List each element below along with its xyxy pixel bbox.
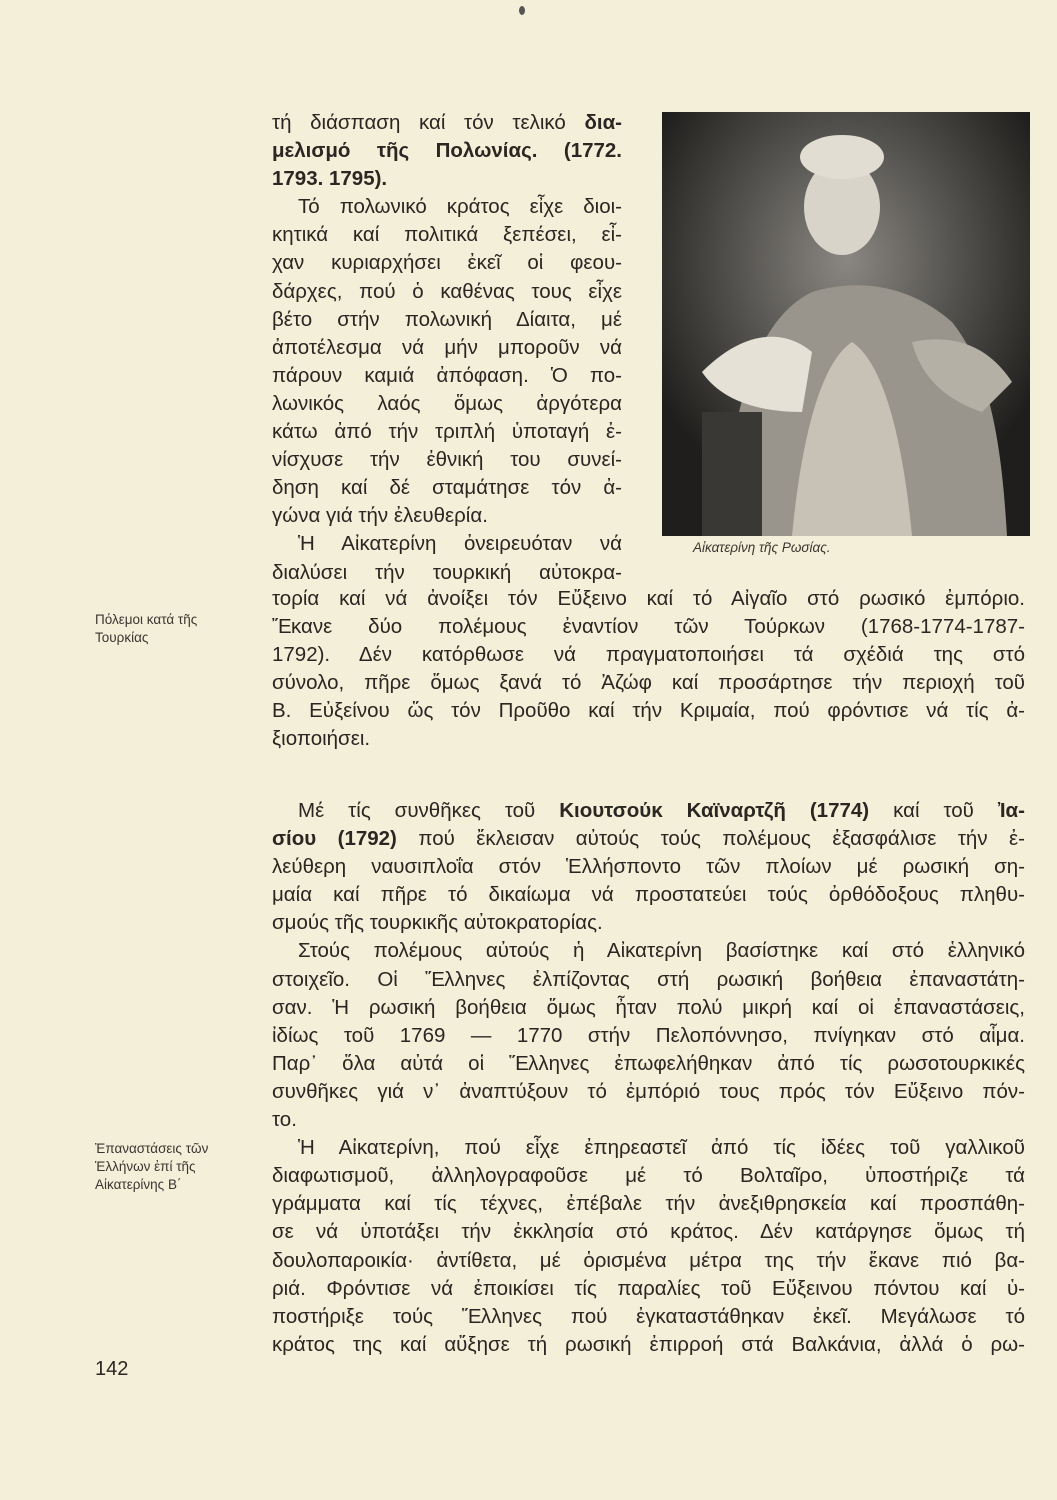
text-line [272,797,1025,825]
text-run: ἀποτέλεσμα νά μήν μποροῦν νά [272,335,622,359]
text-line [272,1190,1025,1218]
text-line [272,1331,1025,1359]
text-run: συνθῆκες γιά ν᾽ ἀναπτύξουν τό ἐμπόριό τους πρός τόν Εὔξεινο πόν- [272,1079,1025,1103]
text-line [272,585,1025,613]
text-run: Ἔκανε δύο πολέμους ἐναντίον τῶν Τούρκων (1768-1774-1787- [272,615,1025,639]
top-text-column [272,109,622,587]
bold-text: Κιουτσούκ Καϊναρτζῆ (1774) [559,799,870,822]
text-run: καί τοῦ [869,799,998,822]
text-run: ἰδίως τοῦ 1769 — 1770 στήν Πελοπόννησο, πνίγηκαν στό αἷμα. [272,1023,1025,1047]
text-run: Ἡ Αἰκατερίνη ὀνειρευόταν νά [298,532,622,556]
bottom-text-column [272,797,1025,1359]
text-line [272,418,622,446]
text-line [272,641,1025,669]
text-line [272,559,622,587]
text-line [272,390,622,418]
text-run: χαν κυριαρχήσει ἐκεῖ οἱ φεου- [272,251,622,275]
text-line [272,165,622,193]
text-run: πού ἔκλεισαν αὐτούς τούς πολέμους ἐξασφάλισε τήν ἐ- [396,827,1025,851]
text-run: ριά. Φρόντισε νά ἐποικίσει τίς παραλίες τοῦ Εὔξεινου πόντου καί ὑ- [272,1276,1025,1300]
text-line [272,1275,1025,1303]
wide-text-block [272,585,1025,754]
text-line [272,937,1025,965]
text-line [272,221,622,249]
bold-text: 1793. 1795). [272,167,388,191]
text-line [272,1134,1025,1162]
text-run: λεύθερη ναυσιπλοΐα στόν Ἑλλήσποντο τῶν πλοίων μέ ρωσική ση- [272,855,1025,879]
text-run: δουλοπαροικία· ἀντίθετα, μέ ὁρισμένα μέτρα της τήν ἔκανε πιό βα- [272,1248,1025,1272]
text-run: διαλύσει τήν τουρκική αὐτοκρα- [272,560,622,584]
text-line [272,1218,1025,1246]
text-run: Β. Εὐξείνου ὥς τόν Προῦθο καί τήν Κριμαία, πού φρόντισε νά τίς ἀ- [272,699,1025,723]
text-line [272,474,622,502]
text-run: σαν. Ἡ ρωσική βοήθεια ὅμως ἦταν πολύ μικρή καί οἱ ἐπαναστάσεις, [272,995,1025,1019]
text-run: σύνολο, πῆρε ὅμως ξανά τό Ἀζώφ καί προσάρτησε τήν περιοχή τοῦ [272,671,1025,695]
text-run: γράμματα καί τίς τέχνες, ἐπέβαλε τήν ἀνεξιθρησκεία καί προσπάθη- [272,1192,1025,1216]
text-run: βέτο στήν πολωνική Δίαιτα, μέ [272,307,622,331]
bold-text: σίου (1792) [272,827,397,851]
scan-speck [519,6,525,15]
text-line [272,994,1025,1022]
text-run: σε νά ὑποτάξει τήν ἐκκλησία στό κράτος. Δέν κατάργησε ὅμως τή [272,1220,1025,1244]
text-run: κάτω ἀπό τήν τριπλή ὑποταγή ἐ- [272,420,622,444]
text-line [272,909,1025,937]
margin-note-line: Πόλεμοι κατά τῆς [95,612,198,627]
text-run: δηση καί δέ σταμάτησε τόν ἀ- [272,476,622,500]
text-run: τή διάσπαση καί τόν τελικό [272,111,585,134]
page-number: 142 [95,1358,129,1380]
margin-note-wars [95,611,197,647]
text-run: νίσχυσε τήν ἐθνική του συνεί- [272,448,622,472]
text-line [272,853,1025,881]
text-line [272,669,1025,697]
text-line [272,362,622,390]
text-run: Στούς πολέμους αὐτούς ἡ Αἰκατερίνη βασίστηκε καί στό ἑλληνικό [298,939,1025,963]
text-run: κράτος της καί αὔξησε τή ρωσική ἐπιρροή στά Βαλκάνια, ἀλλά ὁ ρω- [272,1332,1025,1356]
text-line [272,1022,1025,1050]
text-run: σμούς τῆς τουρκικῆς αὐτοκρατορίας. [272,911,603,935]
text-line [272,109,622,137]
text-line [272,1162,1025,1190]
margin-note-revolts [95,1140,208,1194]
text-line [272,1078,1025,1106]
text-line [272,334,622,362]
text-run: διαφωτισμοῦ, ἀλληλογραφοῦσε μέ τό Βολταῖρο, ὑποστήριζε τά [272,1164,1025,1188]
text-line [272,613,1025,641]
bold-text: Ἰα- [997,799,1025,822]
text-line [272,193,622,221]
margin-note-line: Ἐπαναστάσεις τῶν [95,1141,209,1156]
text-line [272,881,1025,909]
bold-text: μελισμό τῆς Πολωνίας. (1772. [272,139,622,163]
text-run: γώνα γιά τήν ἐλευθερία. [272,504,488,528]
text-line [272,1050,1025,1078]
text-line [272,249,622,277]
text-line [272,1247,1025,1275]
text-line [272,825,1025,853]
text-line [272,502,622,530]
text-run: κητικά καί πολιτικά ξεπέσει, εἶ- [272,223,622,247]
text-run: λωνικός λαός ὅμως ἀργότερα [272,391,622,415]
text-run: Παρ᾽ ὅλα αὐτά οἱ Ἕλληνες ἐπωφελήθηκαν ἀπό τίς ρωσοτουρκικές [272,1051,1025,1075]
bold-text: δια- [584,111,622,134]
text-run: ποστήριξε τούς Ἕλληνες πού ἐγκαταστάθηκαν ἐκεῖ. Μεγάλωσε τό [272,1304,1025,1328]
text-line [272,278,622,306]
text-run: πάρουν καμιά ἀπόφαση. Ὁ πο- [272,363,622,387]
text-line [272,1106,1025,1134]
portrait-illustration [662,112,1030,536]
text-run: στοιχεῖο. Οἱ Ἕλληνες ἐλπίζοντας στή ρωσική βοήθεια ἐπαναστάτη- [272,967,1025,991]
margin-note-line: Τουρκίας [95,630,149,645]
text-line [272,137,622,165]
text-line [272,725,1025,753]
margin-note-line: Ἑλλήνων ἐπί τῆς [95,1159,196,1174]
text-run: μαία καί πῆρε τό δικαίωμα νά προστατεύει τούς ὀρθόδοξους πληθυ- [272,883,1025,907]
text-run: τορία καί νά ἀνοίξει τόν Εὔξεινο καί τό Αἰγαῖο στό ρωσικό ἐμπόριο. [272,587,1025,610]
text-run: ξιοποιήσει. [272,727,371,751]
portrait-catherine-image [662,112,1030,536]
text-run: 1792). Δέν κατόρθωσε νά πραγματοποιήσει τά σχέδιά της στό [272,643,1025,667]
margin-note-line: Αἰκατερίνης Β΄ [95,1177,182,1192]
figure-caption: Αἰκατερίνη τῆς Ρωσίας. [693,540,831,555]
text-run: το. [272,1108,297,1132]
text-run: Τό πολωνικό κράτος εἶχε διοι- [298,195,622,219]
text-line [272,530,622,558]
text-line [272,446,622,474]
text-line [272,306,622,334]
text-run: Μέ τίς συνθῆκες τοῦ [298,799,560,822]
text-run: Ἡ Αἰκατερίνη, πού εἶχε ἐπηρεαστεῖ ἀπό τίς ἰδέες τοῦ γαλλικοῦ [298,1136,1025,1160]
text-line [272,966,1025,994]
text-line [272,697,1025,725]
text-line [272,1303,1025,1331]
text-run: δάρχες, πού ὁ καθένας τους εἶχε [272,279,622,303]
